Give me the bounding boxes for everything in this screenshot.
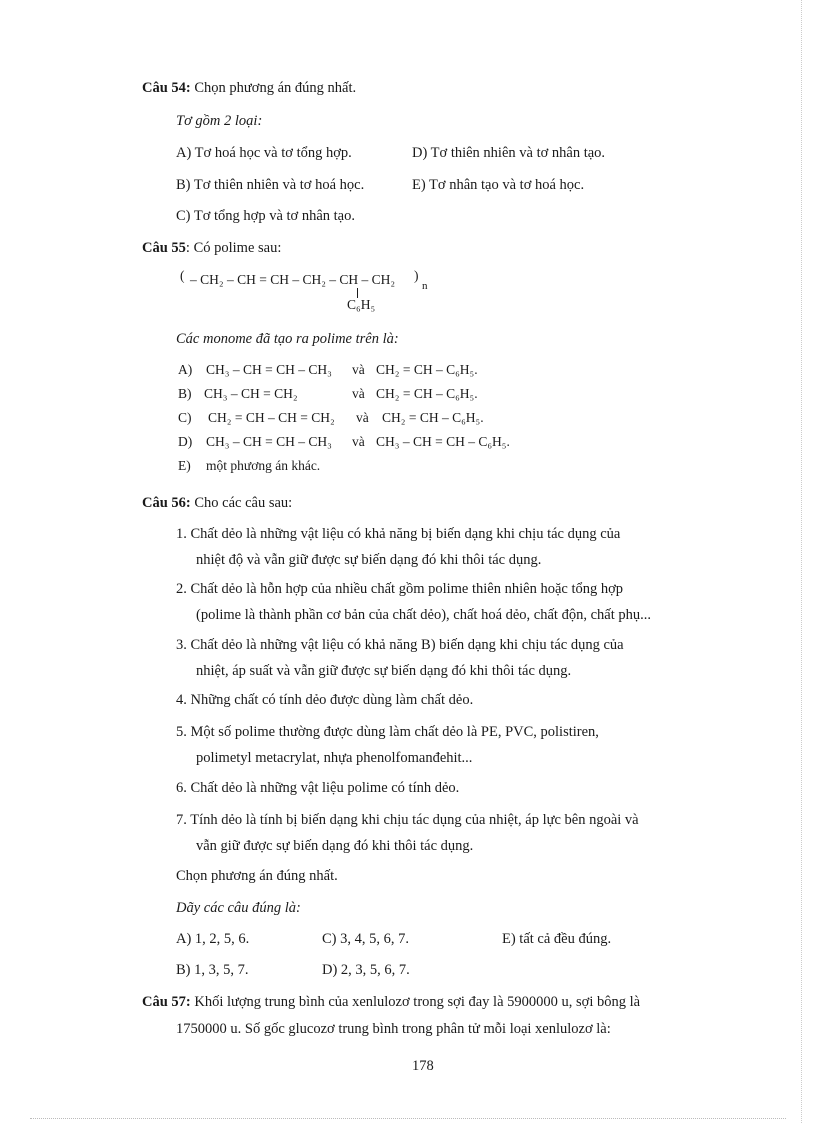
question-label: Câu 57: [142, 994, 191, 1010]
page-border-bottom [30, 1118, 786, 1119]
monomer-options: A) CH₃ – CH = CH – CH₃ và CH₂ = CH – C₆H₅. B) CH₃ – CH = CH₂ và CH₂ = CH – C₆H₅. C) CH₂ = CH – CH = CH₂ và CH₂ = CH – C₆H₅. D) CH₃ – CH = CH – CH₃ và CH₃ – CH = CH – C₆H₅. E) một phương án khác. [178, 362, 510, 473]
statement-1: 1. Chất dẻo là những vật liệu có khả năng bị biến dạng khi chịu tác dụng của [176, 526, 621, 542]
question-57 [142, 994, 640, 1011]
statement-3-cont: nhiệt, áp suất và vẫn giữ được sự biến dạng đó khi thôi tác dụng. [196, 663, 572, 679]
statement-4: 4. Những chất có tính dẻo được dùng làm chất dẻo. [176, 692, 474, 708]
question-stem: Dãy các câu đúng là: [176, 900, 301, 916]
option-c: C) 3, 4, 5, 6, 7. [322, 931, 409, 947]
statement-5-cont: polimetyl metacrylat, nhựa phenolfomanđehit... [196, 750, 473, 766]
question-label: Câu 56: [142, 495, 191, 511]
question-text: Khối lượng trung bình của xenlulozơ trong sợi đay là 5900000 u, sợi bông là [194, 994, 641, 1010]
left-bracket-icon: ( [180, 268, 185, 283]
choose-instruction: Chọn phương án đúng nhất. [176, 868, 338, 884]
option-d: D) Tơ thiên nhiên và tơ nhân tạo. [412, 145, 606, 161]
question-56 [142, 495, 292, 512]
statement-3: 3. Chất dẻo là những vật liệu có khả năng B) biến dạng khi chịu tác dụng của [176, 637, 624, 653]
question-55 [142, 240, 281, 257]
question-text-cont: 1750000 u. Số gốc glucozơ trung bình trong phân tử mỗi loại xenlulozơ là: [176, 1021, 611, 1037]
option-d: D) 2, 3, 5, 6, 7. [322, 962, 410, 978]
question-prompt: Cho các câu sau: [194, 495, 293, 511]
option-c: C) Tơ tổng hợp và tơ nhân tạo. [176, 208, 355, 224]
question-stem: Tơ gồm 2 loại: [176, 113, 263, 129]
page-border-right [801, 0, 802, 1123]
question-prompt: : Có polime sau: [185, 240, 282, 256]
polymer-subscript: n [422, 280, 428, 292]
page-number: 178 [412, 1058, 434, 1074]
question-label: Câu 55 [142, 240, 186, 256]
right-bracket-icon: ) [414, 268, 419, 283]
polymer-branch: C₆H₅ [347, 297, 376, 312]
question-label: Câu 54: [142, 80, 191, 96]
option-e: E) tất cả đều đúng. [502, 931, 612, 947]
statement-5: 5. Một số polime thường được dùng làm chất dẻo là PE, PVC, polistiren, [176, 724, 599, 740]
statement-1-cont: nhiệt độ và vẫn giữ được sự biến dạng đó khi thôi tác dụng. [196, 552, 542, 568]
option-a: A) 1, 2, 5, 6. [176, 931, 250, 947]
question-54 [142, 80, 356, 97]
polymer-chain: – CH₂ – CH = CH – CH₂ – CH – CH₂ [190, 272, 396, 287]
polymer-formula [180, 268, 440, 318]
statement-7-cont: vẫn giữ được sự biến dạng đó khi thôi tác dụng. [196, 838, 474, 854]
statement-2: 2. Chất dẻo là hỗn hợp của nhiều chất gồm polime thiên nhiên hoặc tổng hợp [176, 581, 624, 597]
option-b: B) Tơ thiên nhiên và tơ hoá học. [176, 177, 365, 193]
option-e: E) Tơ nhân tạo và tơ hoá học. [412, 177, 585, 193]
option-a: A) Tơ hoá học và tơ tổng hợp. [176, 145, 352, 161]
question-prompt: Chọn phương án đúng nhất. [194, 80, 357, 96]
statement-6: 6. Chất dẻo là những vật liệu polime có tính dẻo. [176, 780, 460, 796]
statement-7: 7. Tính dẻo là tính bị biến dạng khi chịu tác dụng của nhiệt, áp lực bên ngoài và [176, 812, 639, 828]
statement-2-cont: (polime là thành phần cơ bản của chất dẻo), chất hoá dẻo, chất độn, chất phụ... [196, 607, 651, 623]
question-stem: Các monome đã tạo ra polime trên là: [176, 331, 399, 347]
option-b: B) 1, 3, 5, 7. [176, 962, 249, 978]
